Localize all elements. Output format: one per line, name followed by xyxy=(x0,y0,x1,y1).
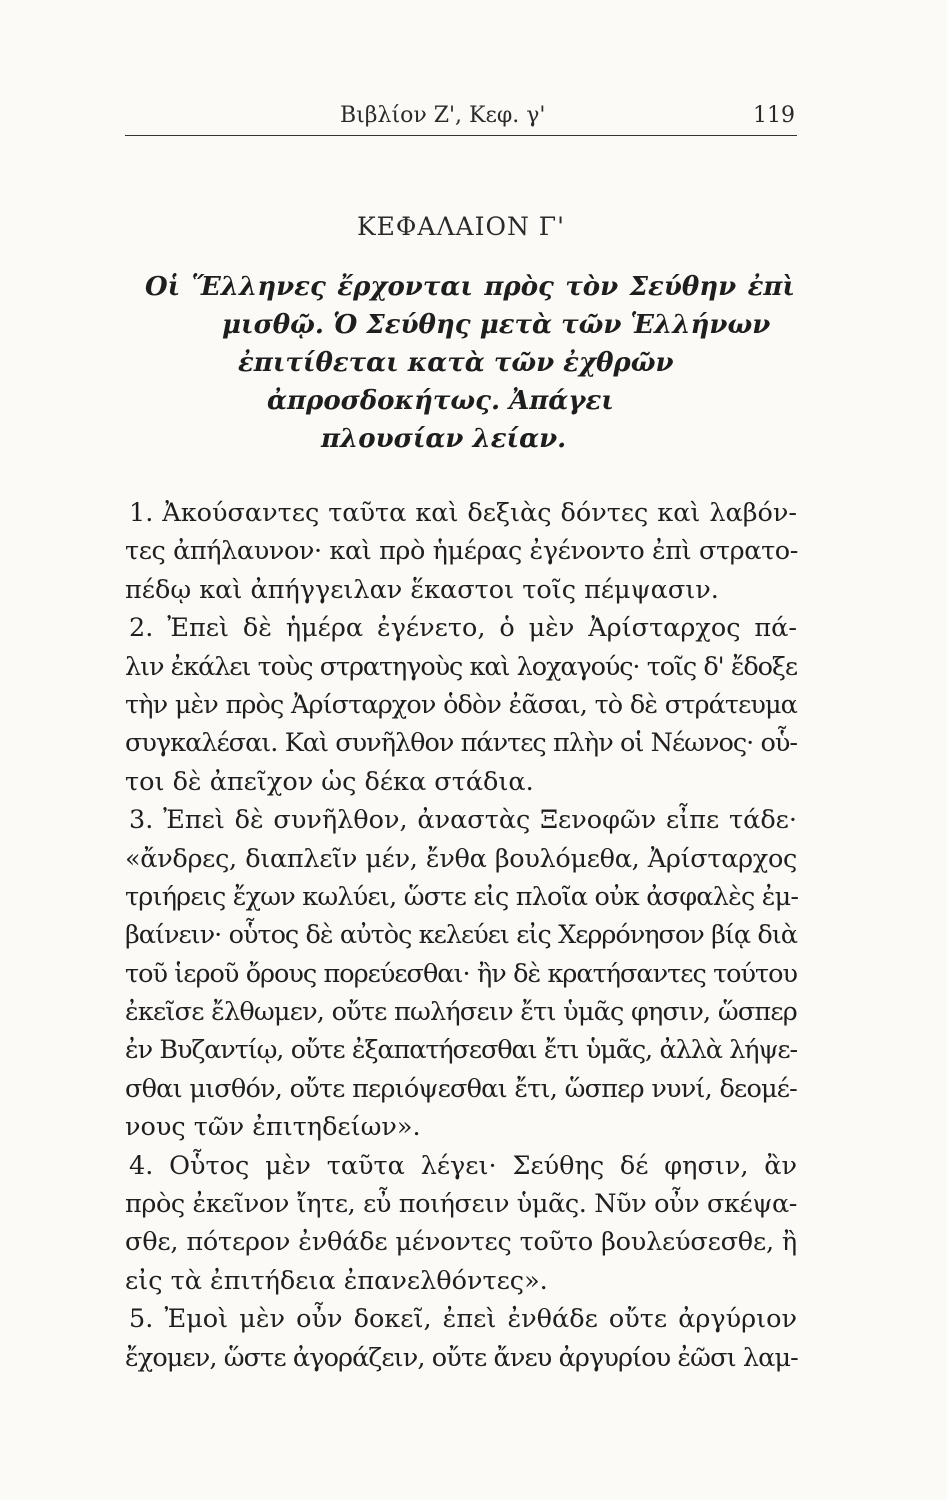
text-line: νους τῶν ἐπιτηδείων». xyxy=(125,1112,421,1143)
header-rule xyxy=(125,135,797,136)
running-head xyxy=(125,103,797,135)
text-line: πέδῳ καὶ ἀπήγγειλαν ἕκαστοι τοῖς πέμψασιν. xyxy=(125,574,719,605)
text-line: πρὸς ἐκεῖνον ἴητε, εὖ ποιήσειν ὑμᾶς. Νῦν οὖν σκέψα- xyxy=(125,1189,797,1220)
chapter-summary xyxy=(145,268,795,458)
text-line: τριήρεις ἔχων κωλύει, ὥστε εἰς πλοῖα οὐκ ἀσφαλὲς ἐμ- xyxy=(125,881,799,912)
text-line: ἔχομεν, ὥστε ἀγοράζειν, οὔτε ἄνευ ἀργυρίου ἐῶσι λαμ- xyxy=(125,1342,798,1373)
text-line: βαίνειν· οὗτος δὲ αὐτὸς κελεύει εἰς Χερρόνησον βίᾳ διὰ xyxy=(125,920,797,951)
summary-line: ἀπροσδοκήτως. Ἀπάγει xyxy=(267,386,614,416)
text-line: τοι δὲ ἀπεῖχον ὡς δέκα στάδια. xyxy=(125,766,534,797)
chapter-title: ΚΕΦΑΛΑΙΟΝ Γ' xyxy=(357,212,565,241)
body-text xyxy=(125,494,797,1377)
summary-line: ἐπιτίθεται κατὰ τῶν ἐχθρῶν xyxy=(238,348,674,378)
text-line: λιν ἐκάλει τοὺς στρατηγοὺς καὶ λοχαγούς· τοῖς δ' ἔδοξε xyxy=(125,651,797,682)
summary-line: μισθῷ. Ὁ Σεύθης μετὰ τῶν Ἑλλήνων xyxy=(222,310,771,340)
text-line: ἐκεῖσε ἔλθωμεν, οὔτε πωλήσειν ἔτι ὑμᾶς φησιν, ὥσπερ xyxy=(125,997,797,1028)
summary-line: Οἱ Ἕλληνες ἔρχονται πρὸς τὸν Σεύθην ἐπὶ xyxy=(145,272,795,302)
text-line: «ἄνδρες, διαπλεῖν μέν, ἔνθα βουλόμεθα, Ἀρίσταρχος xyxy=(125,843,797,874)
text-line: 4. Οὗτος μὲν ταῦτα λέγει· Σεύθης δέ φησιν, ἂν xyxy=(129,1150,797,1181)
text-line: εἰς τὰ ἐπιτήδεια ἐπανελθόντες». xyxy=(125,1265,548,1296)
text-line: τοῦ ἱεροῦ ὄρους πορεύεσθαι· ἢν δὲ κρατήσαντες τούτου xyxy=(125,958,797,989)
text-line: τὴν μὲν πρὸς Ἀρίσταρχον ὁδὸν ἐᾶσαι, τὸ δὲ στράτευμα xyxy=(125,689,797,720)
page-number: 119 xyxy=(753,103,795,128)
text-line: συγκαλέσαι. Καὶ συνῆλθον πάντες πλὴν οἱ Νέωνος· οὗ- xyxy=(125,728,797,759)
text-line: ἐν Βυζαντίῳ, οὔτε ἐξαπατήσεσθαι ἔτι ὑμᾶς, ἀλλὰ λήψε- xyxy=(125,1035,797,1066)
summary-line: πλουσίαν λείαν. xyxy=(321,424,567,454)
text-line: σθαι μισθόν, οὔτε περιόψεσθαι ἔτι, ὥσπερ νυνί, δεομέ- xyxy=(125,1073,797,1104)
text-line: 1. Ἀκούσαντες ταῦτα καὶ δεξιὰς δόντες καὶ λαβόν- xyxy=(129,498,797,528)
text-line: 5. Ἐμοὶ μὲν οὖν δοκεῖ, ἐπεὶ ἐνθάδε οὔτε ἀργύριον xyxy=(129,1304,797,1335)
text-line: 3. Ἐπεὶ δὲ συνῆλθον, ἀναστὰς Ξενοφῶν εἶπε τάδε· xyxy=(129,805,797,836)
text-line: 2. Ἐπεὶ δὲ ἡμέρα ἐγένετο, ὁ μὲν Ἀρίσταρχος πά- xyxy=(129,613,797,644)
text-line: τες ἀπήλαυνον· καὶ πρὸ ἡμέρας ἐγένοντο ἐπὶ στρατο- xyxy=(125,536,798,567)
text-line: σθε, πότερον ἐνθάδε μένοντες τοῦτο βουλεύσεσθε, ἢ xyxy=(125,1227,797,1258)
running-head-title: Βιβλίον Ζ', Κεφ. γ' xyxy=(340,103,546,128)
